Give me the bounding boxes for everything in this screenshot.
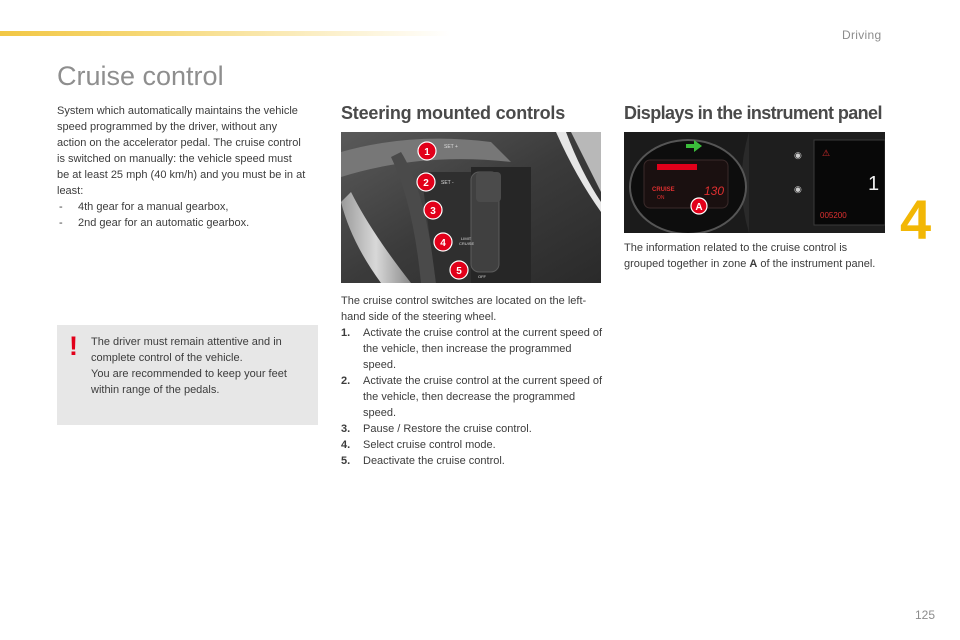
set-minus-label: SET - [441,180,454,186]
callout-label: 4 [440,238,446,249]
list-item: 5. Deactivate the cruise control. [341,455,505,467]
panel-warning-readout: ⚠ [822,148,831,158]
warning-exclamation-icon: ! [69,331,78,361]
cruise-state-label: ON [657,195,665,201]
chapter-number: 4 [900,188,932,251]
warning-text [91,334,313,398]
list-item: 1. Activate the cruise control at the current speed of the vehicle, then increase the programmed speed. [341,327,603,371]
gauge-icon: ◉ [794,150,802,160]
steering-intro: The cruise control switches are located on the left-hand side of the steering wheel. [341,295,587,323]
zone-label: A [749,258,758,270]
callout-label: 3 [430,206,436,217]
panel-digit: 1 [868,173,880,195]
instrument-panel-image [624,132,885,233]
gear-list [57,199,307,231]
limit-label: LIMIT [461,236,472,241]
set-plus-label: SET + [444,144,458,150]
steering-section-title: Steering mounted controls [341,103,566,123]
section-header: Driving [842,28,882,42]
list-item: 3. Pause / Restore the cruise control. [341,423,532,435]
panel-description: The information related to the cruise control is grouped together in zone A of the instrument panel. [624,242,876,270]
steering-description [341,293,603,469]
list-item: 4. Select cruise control mode. [341,439,496,451]
header-accent-bar [0,31,450,36]
cruise-label: CRUISE [459,241,475,246]
cruise-speed-label: 130 [704,184,725,198]
intro-section [57,103,307,231]
off-label: OFF [478,274,486,279]
list-item: - 2nd gear for an automatic gearbox. [57,215,307,231]
intro-text: System which automatically maintains the vehicle speed programmed by the driver, without any action on the accelerator pedal. The cruise control is switched on manually: the vehicle speed must be at least 25 mph (40 km/h) and you must be in at least: [57,105,306,197]
warning-box [57,325,318,425]
warning-line: The driver must remain attentive and in complete control of the vehicle. [91,336,282,364]
gauge-icon: ◉ [794,184,802,194]
steering-controls-image [341,132,601,283]
callout-label: A [695,202,703,213]
controls-list [341,325,603,469]
steering-illustration [341,132,601,283]
callout-label: 5 [456,266,462,277]
page-title: Cruise control [57,61,224,91]
callout-label: 2 [423,178,429,189]
panel-section-title: Displays in the instrument panel [624,103,882,123]
list-item: - 4th gear for a manual gearbox, [57,199,307,215]
callout-label: 1 [424,147,430,158]
page-number: 125 [915,608,936,622]
cruise-mode-label: CRUISE [652,187,675,193]
list-item: 2. Activate the cruise control at the current speed of the vehicle, then decrease the programmed speed. [341,375,603,419]
odometer-label: 005200 [820,211,847,220]
instrument-panel-illustration [624,132,885,233]
warning-line: You are recommended to keep your feet within range of the pedals. [91,368,287,396]
